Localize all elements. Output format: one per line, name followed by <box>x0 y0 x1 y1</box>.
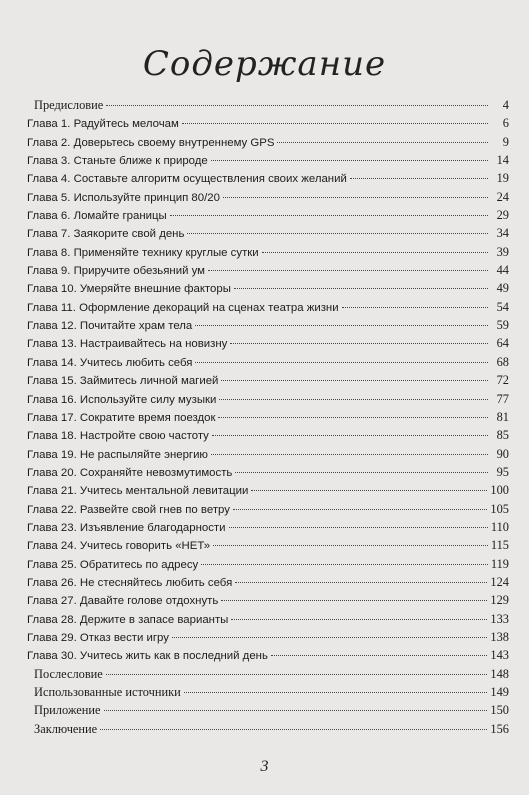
toc-entry-title: Глава 29. Отказ вести игру <box>27 631 169 644</box>
toc-entry-title: Глава 2. Доверьтесь своему внутреннему GPS <box>27 136 275 149</box>
toc-entry-title: Глава 19. Не распыляйте энергию <box>27 448 208 461</box>
toc-entry-page: 150 <box>490 703 509 718</box>
toc-entry-page: 44 <box>496 263 509 278</box>
toc-entry <box>27 243 509 261</box>
dot-leader <box>350 178 488 179</box>
toc-entry-page: 9 <box>502 134 509 149</box>
dot-leader <box>187 233 488 234</box>
toc-entry-title: Приложение <box>34 703 101 718</box>
toc-entry-page: 34 <box>496 226 509 241</box>
dot-leader <box>262 252 488 253</box>
dot-leader <box>277 142 488 143</box>
toc-entry-title: Глава 16. Используйте силу музыки <box>27 393 217 406</box>
toc-entry-page: 77 <box>496 391 509 406</box>
toc-entry-title: Глава 1. Радуйтесь мелочам <box>27 118 179 131</box>
toc-entry <box>27 298 509 316</box>
toc-entry <box>27 701 509 719</box>
toc-entry <box>27 426 509 444</box>
toc-entry-title: Глава 15. Займитесь личной магией <box>27 375 219 388</box>
toc-entry-title: Глава 30. Учитесь жить как в последний день <box>27 650 268 663</box>
dot-leader <box>233 509 487 510</box>
dot-leader <box>229 527 488 528</box>
toc-entry-title: Глава 9. Приручите обезьяний ум <box>27 265 205 278</box>
toc-entry <box>27 169 509 187</box>
dot-leader <box>172 637 487 638</box>
toc-entry-page: 19 <box>496 171 509 186</box>
toc-entry-page: 29 <box>496 208 509 223</box>
dot-leader <box>208 270 488 271</box>
toc-entry <box>27 114 509 132</box>
dot-leader <box>271 655 488 656</box>
toc-entry <box>27 573 509 591</box>
toc-entry <box>27 720 509 738</box>
toc-entry <box>27 151 509 169</box>
toc-entry-title: Глава 20. Сохраняйте невозмутимость <box>27 466 233 479</box>
table-of-contents <box>27 96 509 738</box>
toc-entry-page: 115 <box>490 538 509 553</box>
toc-entry-page: 129 <box>490 593 509 608</box>
toc-entry-page: 138 <box>490 629 509 644</box>
toc-entry <box>27 665 509 683</box>
dot-leader <box>235 472 488 473</box>
dot-leader <box>213 545 488 546</box>
toc-entry-title: Использованные источники <box>34 685 181 699</box>
dot-leader <box>230 343 488 344</box>
toc-entry-page: 85 <box>496 428 509 443</box>
toc-entry <box>27 96 509 114</box>
toc-entry-page: 6 <box>502 116 509 131</box>
toc-entry <box>27 518 509 536</box>
toc-entry-title: Глава 26. Не стесняйтесь любить себя <box>27 576 233 589</box>
toc-entry-page: 72 <box>496 373 509 388</box>
dot-leader <box>195 325 488 326</box>
toc-entry-title: Глава 24. Учитесь говорить «НЕТ» <box>27 540 211 553</box>
toc-entry-page: 49 <box>496 281 509 296</box>
toc-entry-page: 54 <box>496 299 509 314</box>
toc-entry <box>27 224 509 242</box>
toc-entry <box>27 206 509 224</box>
toc-entry <box>27 628 509 646</box>
dot-leader <box>234 288 488 289</box>
dot-leader <box>218 417 488 418</box>
dot-leader <box>195 362 488 363</box>
toc-entry-page: 14 <box>496 153 509 168</box>
toc-entry-title: Послесловие <box>34 666 103 681</box>
dot-leader <box>211 454 488 455</box>
toc-entry-page: 133 <box>490 611 509 626</box>
toc-entry <box>27 646 509 664</box>
toc-entry <box>27 316 509 334</box>
toc-entry-title: Глава 5. Используйте принцип 80/20 <box>27 191 220 204</box>
toc-entry <box>27 279 509 297</box>
dot-leader <box>219 399 488 400</box>
toc-entry <box>27 445 509 463</box>
toc-entry-page: 110 <box>490 519 509 534</box>
toc-entry <box>27 500 509 518</box>
dot-leader <box>231 619 487 620</box>
dot-leader <box>212 435 488 436</box>
dot-leader <box>184 692 488 693</box>
toc-entry <box>27 188 509 206</box>
toc-entry-page: 149 <box>490 685 509 699</box>
toc-entry-page: 90 <box>496 446 509 461</box>
toc-entry <box>27 408 509 426</box>
dot-leader <box>182 123 488 124</box>
toc-entry <box>27 555 509 573</box>
toc-entry-title: Глава 10. Умеряйте внешние факторы <box>27 283 231 296</box>
toc-entry-title: Глава 3. Станьте ближе к природе <box>27 155 208 168</box>
toc-entry <box>27 261 509 279</box>
dot-leader <box>223 197 488 198</box>
toc-entry-title: Заключение <box>34 721 98 736</box>
dot-leader <box>221 380 488 381</box>
toc-entry-page: 24 <box>496 189 509 204</box>
toc-entry-title: Глава 11. Оформление декораций на сценах театра жизни <box>27 301 339 314</box>
dot-leader <box>201 564 488 565</box>
toc-entry-page: 4 <box>502 98 509 112</box>
dot-leader <box>106 105 488 106</box>
dot-leader <box>211 160 488 161</box>
toc-entry <box>27 683 509 701</box>
dot-leader <box>100 729 487 730</box>
page-title: Содержание <box>142 44 387 84</box>
toc-entry-title: Глава 25. Обратитесь по адресу <box>27 558 199 571</box>
toc-entry-title: Глава 27. Давайте голове отдохнуть <box>27 595 219 608</box>
toc-entry <box>27 353 509 371</box>
toc-entry-page: 59 <box>496 318 509 333</box>
toc-entry-title: Глава 14. Учитесь любить себя <box>27 356 193 369</box>
toc-entry-title: Глава 22. Развейте свой гнев по ветру <box>27 503 230 516</box>
toc-entry-page: 68 <box>496 354 509 369</box>
toc-entry-page: 156 <box>490 721 509 736</box>
toc-entry-page: 100 <box>490 483 509 498</box>
toc-entry-page: 143 <box>490 648 509 663</box>
dot-leader <box>106 674 488 675</box>
toc-entry <box>27 133 509 151</box>
toc-entry-page: 148 <box>490 666 509 681</box>
toc-entry-title: Глава 6. Ломайте границы <box>27 210 167 223</box>
toc-entry <box>27 463 509 481</box>
toc-entry-title: Предисловие <box>34 98 104 112</box>
toc-entry <box>27 481 509 499</box>
toc-entry-title: Глава 8. Применяйте технику круглые сутки <box>27 246 259 259</box>
toc-entry-title: Глава 21. Учитесь ментальной левитации <box>27 485 249 498</box>
toc-entry-page: 81 <box>496 409 509 424</box>
toc-entry <box>27 610 509 628</box>
toc-entry <box>27 371 509 389</box>
toc-entry-page: 64 <box>496 336 509 351</box>
toc-entry-title: Глава 17. Сократите время поездок <box>27 411 216 424</box>
dot-leader <box>342 307 488 308</box>
toc-entry-title: Глава 4. Составьте алгоритм осуществления своих желаний <box>27 173 347 186</box>
toc-entry-title: Глава 13. Настраивайтесь на новизну <box>27 338 228 351</box>
dot-leader <box>235 582 487 583</box>
toc-entry-page: 105 <box>490 501 509 516</box>
toc-entry-title: Глава 23. Изъявление благодарности <box>27 521 226 534</box>
toc-entry-title: Глава 7. Заякорите свой день <box>27 228 185 241</box>
toc-entry-title: Глава 12. Почитайте храм тела <box>27 320 193 333</box>
toc-entry <box>27 334 509 352</box>
dot-leader <box>221 600 487 601</box>
toc-entry-page: 119 <box>490 556 509 571</box>
toc-entry-page: 95 <box>496 464 509 479</box>
dot-leader <box>104 710 488 711</box>
toc-entry-page: 124 <box>490 574 509 589</box>
toc-entry <box>27 390 509 408</box>
toc-entry <box>27 591 509 609</box>
dot-leader <box>170 215 488 216</box>
toc-entry-title: Глава 18. Настройте свою частоту <box>27 430 209 443</box>
dot-leader <box>251 490 487 491</box>
toc-entry <box>27 536 509 554</box>
toc-entry-title: Глава 28. Держите в запасе варианты <box>27 613 229 626</box>
page-number-folio: 3 <box>260 758 269 775</box>
toc-entry-page: 39 <box>496 244 509 259</box>
